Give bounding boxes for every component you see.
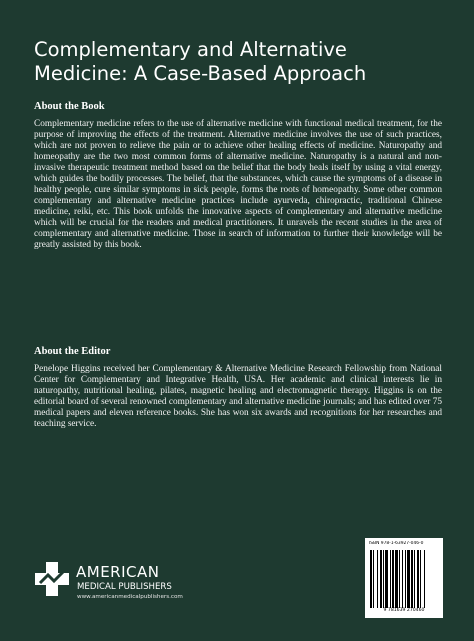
- about-book-text: Complementary medicine refers to the use of alternative medicine with functional medical treatment, for the purpose of improving the effects of the treatment. Alternative medicine involves the use of such practices, which are not proven to relieve the pain or to achieve other healing effects of medicine. Naturopathy and homeopathy are the two most common forms of alternative medicine. Naturopathy is a natural and non-invasive therapeutic treatment method based on the belief that the body heals itself by using a vital energy, which guides the bodily processes. The belief, that the substances, which cause the symptoms of a disease in healthy people, cure similar symptoms in sick people, forms the roots of homeopathy. Some other common complementary and alternative medicine practices include ayurveda, chiropractic, traditional Chinese medicine, reiki, etc. This book unfolds the innovative aspects of complementary and alternative medicine which will be crucial for the readers and medical practitioners. It unravels the recent studies in the area of complementary and alternative medicine. Those in search of information to further their knowledge will be greatly assisted by this book.: [34, 119, 442, 250]
- barcode: [365, 538, 443, 618]
- publisher-subname: MEDICAL PUBLISHERS: [77, 582, 172, 592]
- isbn-label: ISBN 978-1-63927-046-0: [369, 541, 424, 546]
- title-line-2: Medicine: A Case-Based Approach: [34, 62, 367, 85]
- about-book-heading: About the Book: [34, 101, 105, 112]
- book-title: [34, 38, 454, 86]
- title-line-1: Complementary and Alternative: [34, 38, 347, 61]
- barcode-bars: [370, 550, 438, 608]
- about-editor-text: Penelope Higgins received her Complementary & Alternative Medicine Research Fellowship from National Center for Complementary and Integrative Health, USA. Her academic and clinical interests lie in naturopathy, nutritional healing, pilates, magnetic healing and electromagnetic therapy. Higgins is on the editorial board of several renowned complementary and alternative medicine journals; and has edited over 75 medical papers and eleven reference books. She has won six awards and recognitions for her researches and teaching service.: [34, 364, 442, 429]
- medical-cross-icon: [34, 561, 70, 602]
- publisher-url: www.americanmedicalpublishers.com: [77, 594, 183, 600]
- barcode-number: 9 781639 270460: [383, 608, 425, 613]
- publisher-name: AMERICAN: [76, 563, 160, 581]
- about-editor-heading: About the Editor: [34, 346, 111, 357]
